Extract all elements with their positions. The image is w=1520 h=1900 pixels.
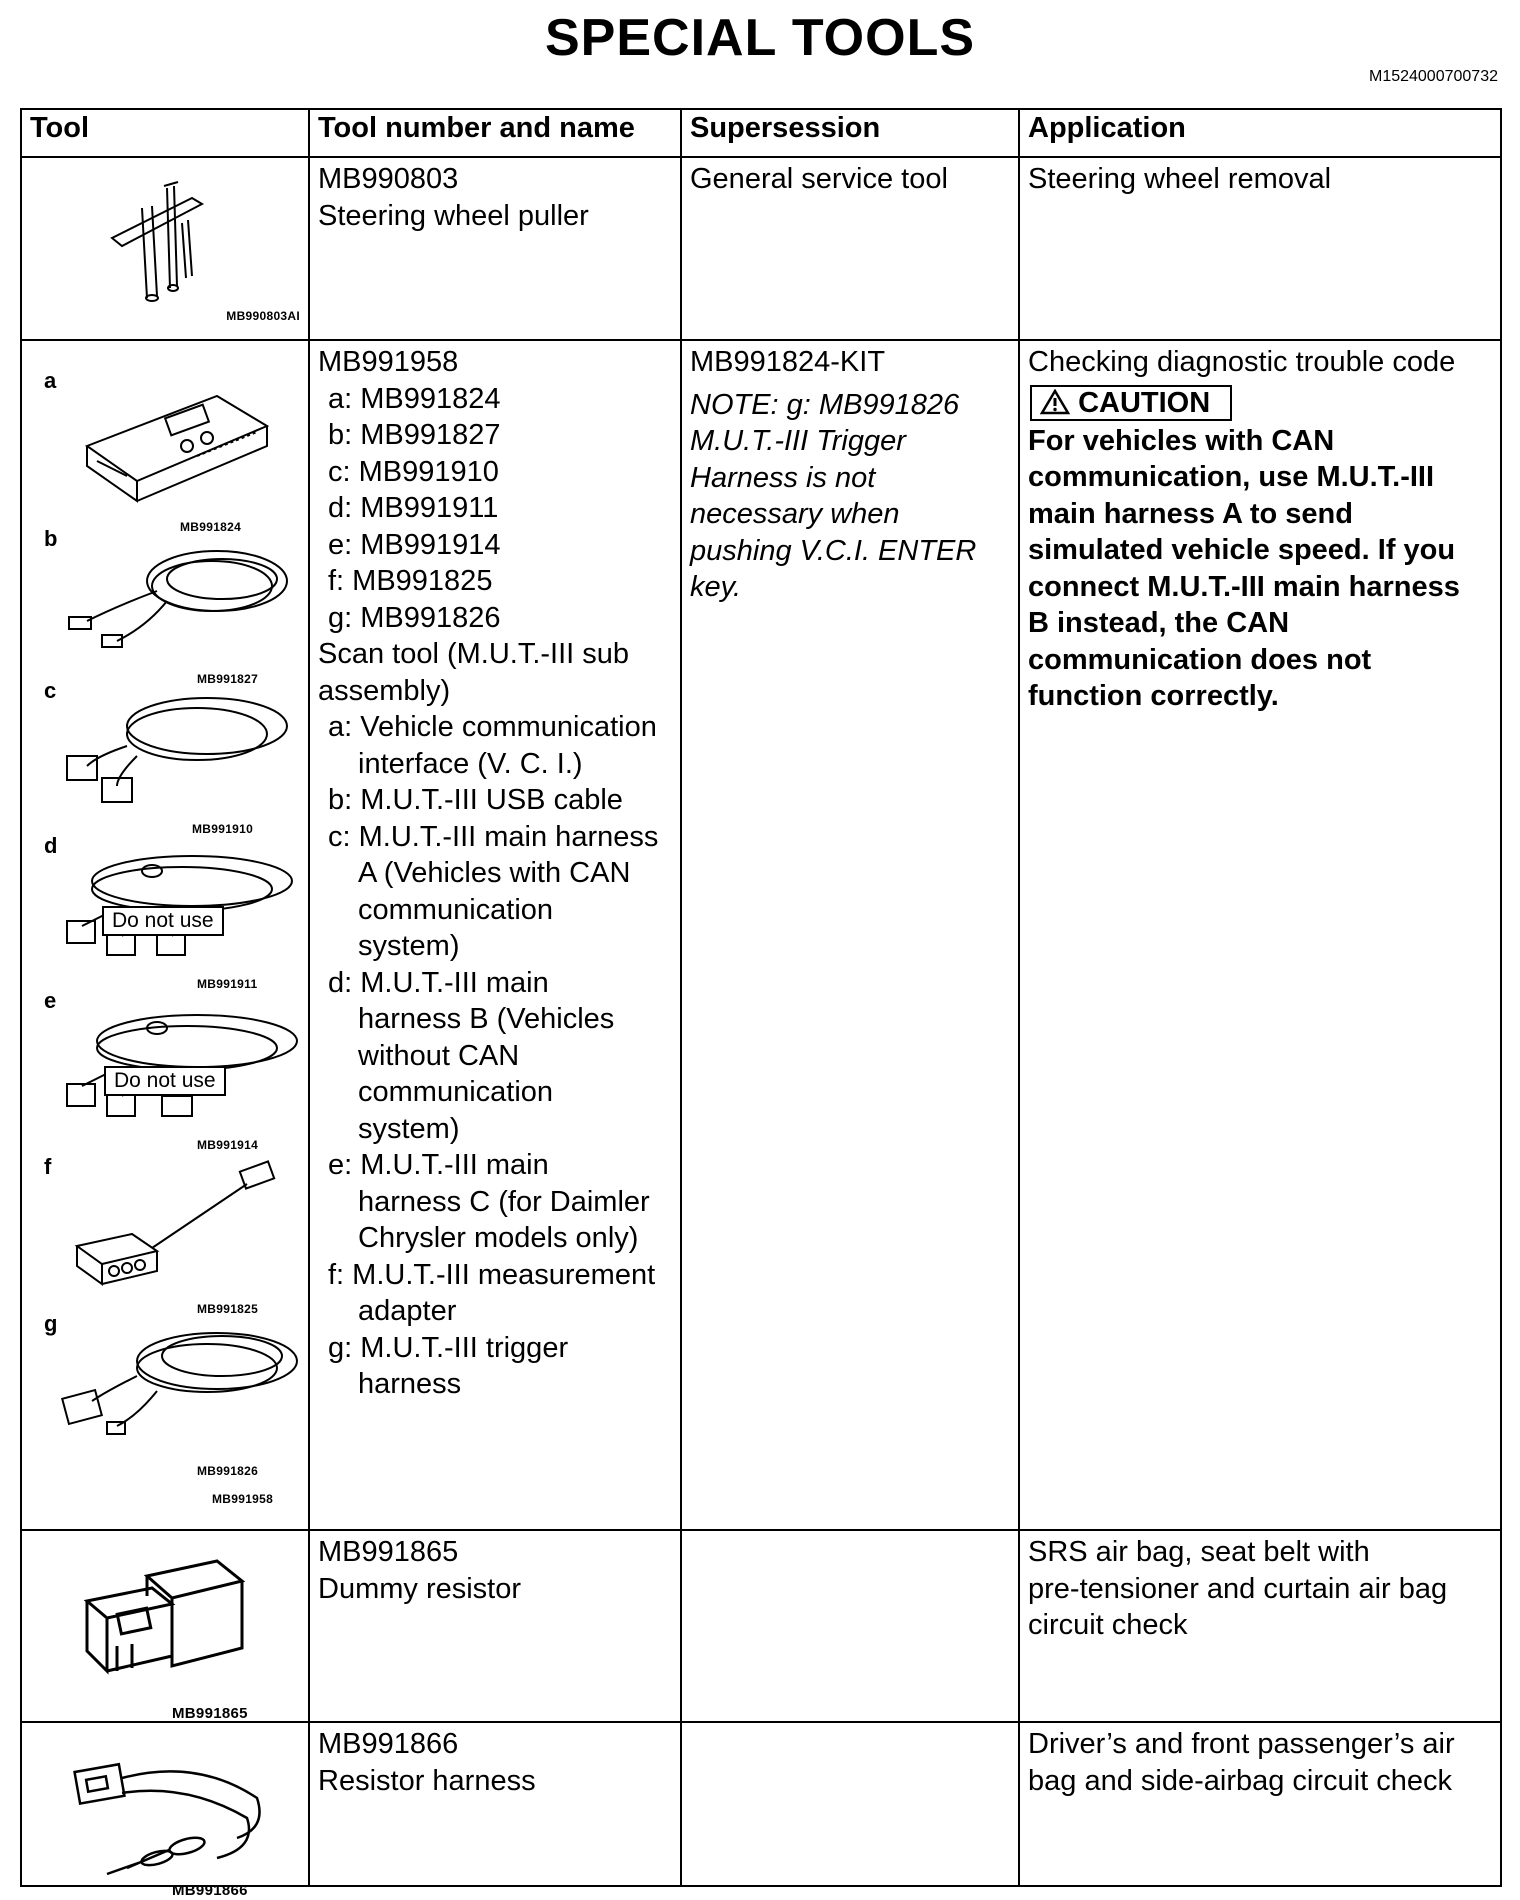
vci-illustration bbox=[67, 376, 277, 506]
tool-name: Steering wheel puller bbox=[318, 199, 589, 232]
tool-number: MB991958 bbox=[318, 346, 459, 378]
tool-name: assembly) bbox=[318, 674, 451, 707]
caution-line: communication, use M.U.T.-III bbox=[1028, 461, 1435, 493]
tool-name: Scan tool (M.U.T.-III sub bbox=[318, 638, 630, 670]
supersession-text: General service tool bbox=[690, 163, 948, 195]
part-description: e: M.U.T.-III main bbox=[328, 1149, 549, 1181]
caution-line: main harness A to send bbox=[1028, 497, 1353, 530]
note-line: necessary when bbox=[690, 498, 900, 530]
note-line: pushing V.C.I. ENTER bbox=[690, 534, 977, 567]
part-description: communication bbox=[358, 1076, 554, 1108]
caution-line: function correctly. bbox=[1028, 680, 1279, 712]
part-description: system) bbox=[358, 930, 460, 962]
tool-illustration-cell bbox=[21, 1530, 309, 1722]
part-number: b: MB991827 bbox=[328, 419, 501, 451]
part-description: c: M.U.T.-III main harness bbox=[328, 820, 659, 853]
column-header-supersession: Supersession bbox=[681, 109, 1019, 157]
caution-line: connect M.U.T.-III main harness bbox=[1028, 570, 1460, 603]
supersession-cell bbox=[681, 340, 1019, 1530]
part-number: c: MB991910 bbox=[328, 455, 499, 488]
tool-number-name-cell bbox=[309, 157, 681, 340]
supersession-cell bbox=[681, 157, 1019, 340]
caution-line: B instead, the CAN bbox=[1028, 607, 1290, 639]
figure-label: MB991865 bbox=[172, 1705, 248, 1722]
page-title: SPECIAL TOOLS bbox=[544, 9, 976, 67]
warning-triangle-icon bbox=[1040, 389, 1070, 415]
part-description: communication bbox=[358, 893, 554, 926]
part-description: without CAN bbox=[358, 1039, 520, 1072]
application-cell bbox=[1019, 157, 1501, 340]
special-tools-table bbox=[20, 108, 1502, 1899]
part-number: e: MB991914 bbox=[328, 528, 501, 561]
figure-label: MB990803AI bbox=[226, 309, 300, 323]
tool-number: MB991866 bbox=[318, 1728, 459, 1760]
application-text: Steering wheel removal bbox=[1028, 163, 1332, 195]
table-row bbox=[21, 157, 1501, 340]
part-description: f: M.U.T.-III measurement bbox=[328, 1258, 656, 1291]
figure-label: MB991958 bbox=[212, 1492, 274, 1506]
tool-illustration-cell bbox=[21, 1722, 309, 1899]
application-line: SRS air bag, seat belt with bbox=[1028, 1536, 1370, 1568]
caution-text bbox=[1028, 423, 1492, 715]
tool-name: Resistor harness bbox=[318, 1764, 536, 1797]
dummy-resistor-illustration bbox=[77, 1556, 257, 1686]
part-description: harness B (Vehicles bbox=[358, 1003, 615, 1035]
caution-line: communication does not bbox=[1028, 643, 1372, 676]
part-description: Chrysler models only) bbox=[358, 1222, 639, 1254]
column-header-number-name: Tool number and name bbox=[309, 109, 681, 157]
part-number: f: MB991825 bbox=[328, 565, 493, 597]
part-description: A (Vehicles with CAN bbox=[358, 857, 631, 889]
sub-letter: e bbox=[44, 988, 57, 1013]
tool-name: Dummy resistor bbox=[318, 1572, 522, 1605]
application-line: bag and side-airbag circuit check bbox=[1028, 1764, 1452, 1797]
table-row bbox=[21, 340, 1501, 1530]
column-header-tool: Tool bbox=[21, 109, 309, 157]
figure-label: MB991910 bbox=[192, 822, 254, 836]
part-description: g: M.U.T.-III trigger bbox=[328, 1331, 569, 1364]
figure-label: MB991825 bbox=[197, 1302, 259, 1316]
figure-label: MB991911 bbox=[197, 977, 258, 991]
figure-label: MB991866 bbox=[172, 1882, 248, 1899]
do-not-use-label: Do not use bbox=[104, 1066, 226, 1096]
sub-letter: d bbox=[44, 833, 58, 858]
supersession-text: MB991824-KIT bbox=[690, 346, 886, 378]
tool-number-name-cell bbox=[309, 340, 681, 1530]
caution-badge bbox=[1030, 385, 1232, 421]
supersession-note bbox=[690, 387, 1010, 606]
tool-illustration-cell bbox=[21, 340, 309, 1530]
main-harness-c-illustration bbox=[42, 996, 312, 1131]
caution-line: For vehicles with CAN bbox=[1028, 424, 1335, 457]
part-description: d: M.U.T.-III main bbox=[328, 966, 549, 999]
note-line: NOTE: g: MB991826 bbox=[690, 388, 960, 421]
sub-letter: c bbox=[44, 678, 57, 703]
tool-number-name-cell bbox=[309, 1530, 681, 1722]
caution-label: CAUTION bbox=[1078, 386, 1211, 419]
steering-wheel-puller-illustration bbox=[102, 178, 262, 318]
column-header-application: Application bbox=[1019, 109, 1501, 157]
application-cell bbox=[1019, 1722, 1501, 1886]
sub-letter: f bbox=[44, 1154, 52, 1179]
part-number: a: MB991824 bbox=[328, 382, 501, 415]
part-description: b: M.U.T.-III USB cable bbox=[328, 784, 623, 816]
note-line: M.U.T.-III Trigger bbox=[690, 425, 906, 457]
part-number: d: MB991911 bbox=[328, 492, 499, 524]
figure-label: MB991914 bbox=[197, 1138, 259, 1152]
measurement-adapter-illustration bbox=[72, 1156, 302, 1291]
application-line: circuit check bbox=[1028, 1609, 1188, 1641]
sub-letter: b bbox=[44, 526, 58, 551]
supersession-cell bbox=[681, 1722, 1019, 1886]
table-header-row bbox=[21, 109, 1501, 157]
tool-number: MB991865 bbox=[318, 1536, 459, 1568]
part-description: harness C (for Daimler bbox=[358, 1185, 650, 1218]
figure-label: MB991824 bbox=[180, 520, 242, 534]
part-description: system) bbox=[358, 1112, 460, 1145]
application-cell bbox=[1019, 1530, 1501, 1722]
caution-line: simulated vehicle speed. If you bbox=[1028, 534, 1456, 566]
figure-label: MB991827 bbox=[197, 672, 259, 686]
document-id: M1524000700732 bbox=[1368, 68, 1498, 85]
application-text: Checking diagnostic trouble code bbox=[1028, 346, 1456, 378]
part-description: a: Vehicle communication bbox=[328, 711, 657, 743]
tool-illustration-cell bbox=[21, 157, 309, 340]
table-row bbox=[21, 1722, 1501, 1886]
main-harness-a-illustration bbox=[47, 686, 307, 806]
part-description: harness bbox=[358, 1368, 462, 1400]
trigger-harness-illustration bbox=[47, 1316, 312, 1446]
part-description: interface (V. C. I.) bbox=[358, 747, 583, 780]
figure-label: MB991826 bbox=[197, 1464, 259, 1478]
part-description: adapter bbox=[358, 1295, 457, 1327]
note-line: Harness is not bbox=[690, 461, 876, 494]
sub-letter: a bbox=[44, 368, 57, 393]
do-not-use-label: Do not use bbox=[102, 906, 224, 936]
supersession-cell bbox=[681, 1530, 1019, 1722]
usb-cable-illustration bbox=[47, 531, 307, 651]
tool-number: MB990803 bbox=[318, 163, 459, 195]
note-line: key. bbox=[690, 571, 742, 603]
application-cell bbox=[1019, 340, 1501, 1530]
part-number: g: MB991826 bbox=[328, 601, 501, 634]
application-line: Driver’s and front passenger’s air bbox=[1028, 1728, 1455, 1760]
table-row bbox=[21, 1530, 1501, 1722]
sub-letter: g bbox=[44, 1311, 58, 1336]
tool-number-name-cell bbox=[309, 1722, 681, 1886]
application-line: pre-tensioner and curtain air bag bbox=[1028, 1572, 1448, 1605]
resistor-harness-illustration bbox=[67, 1738, 277, 1878]
